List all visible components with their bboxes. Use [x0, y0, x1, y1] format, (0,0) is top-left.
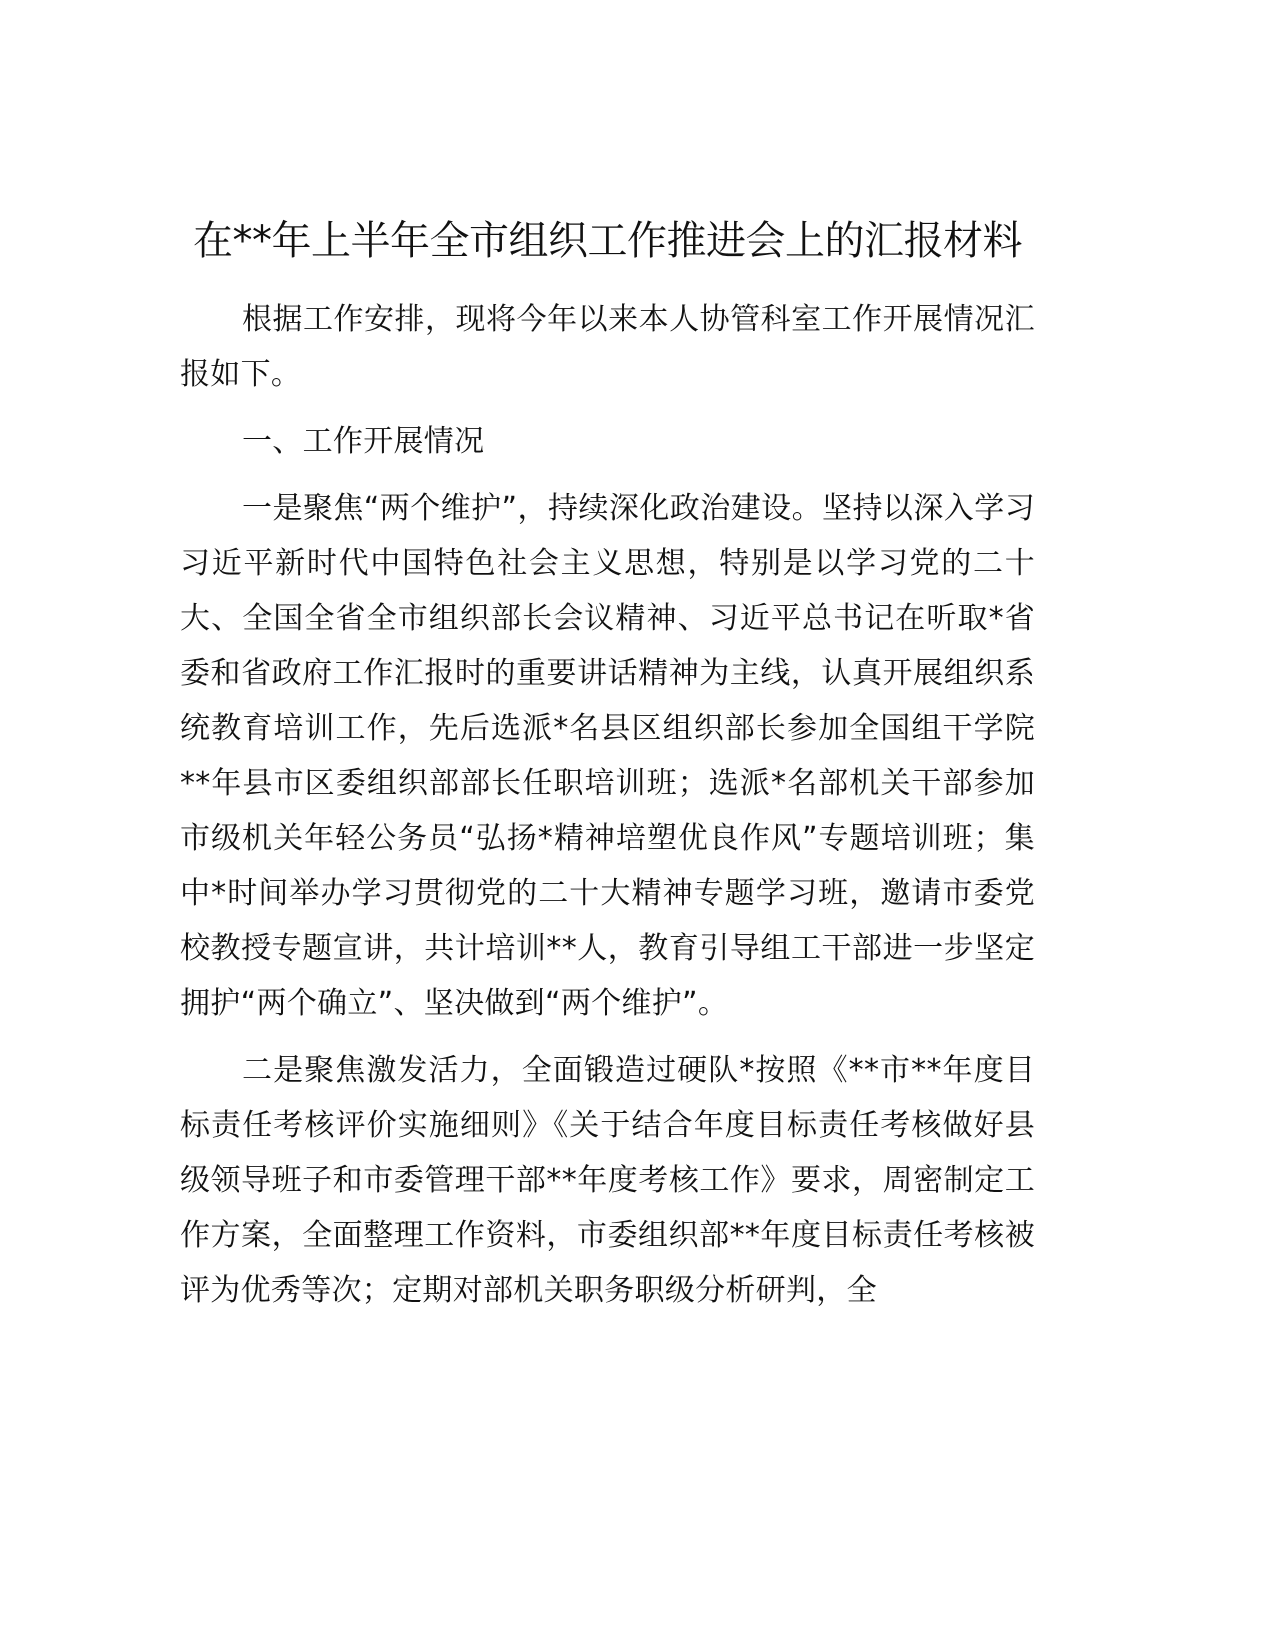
document-title: 在**年上半年全市组织工作推进会上的汇报材料: [193, 218, 1022, 264]
paragraph-item-two: 二是聚焦激发活力，全面锻造过硬队*按照《**市**年度目标责任考核评价实施细则》《关于结合年度目标责任考核做好县级领导班子和市委管理干部**年度考核工作》要求，周密制定工作方案，全面整理工作资料，市委组织部**年度目标责任考核被评为优秀等次；定期对部机关职务职级分析研判，全: [180, 1053, 1035, 1308]
section-heading: 一、工作开展情况: [242, 424, 485, 459]
paragraph-item-one: 一是聚焦“两个维护”，持续深化政治建设。坚持以深入学习习近平新时代中国特色社会主义思想，特别是以学习党的二十大、全国全省全市组织部长会议精神、习近平总书记在听取*省委和省政府工作汇报时的重要讲话精神为主线，认真开展组织系统教育培训工作，先后选派*名县区组织部长参加全国组干学院**年县市区委组织部部长任职培训班；选派*名部机关干部参加市级机关年轻公务员“弘扬*精神培塑优良作风”专题培训班；集中*时间举办学习贯彻党的二十大精神专题学习班，邀请市委党校教授专题宣讲，共计培训**人，教育引导组工干部进一步坚定拥护“两个确立”、坚决做到“两个维护”。: [180, 491, 1035, 1021]
intro-paragraph: 根据工作安排，现将今年以来本人协管科室工作开展情况汇报如下。: [180, 302, 1035, 392]
document-page: [180, 212, 1035, 1318]
